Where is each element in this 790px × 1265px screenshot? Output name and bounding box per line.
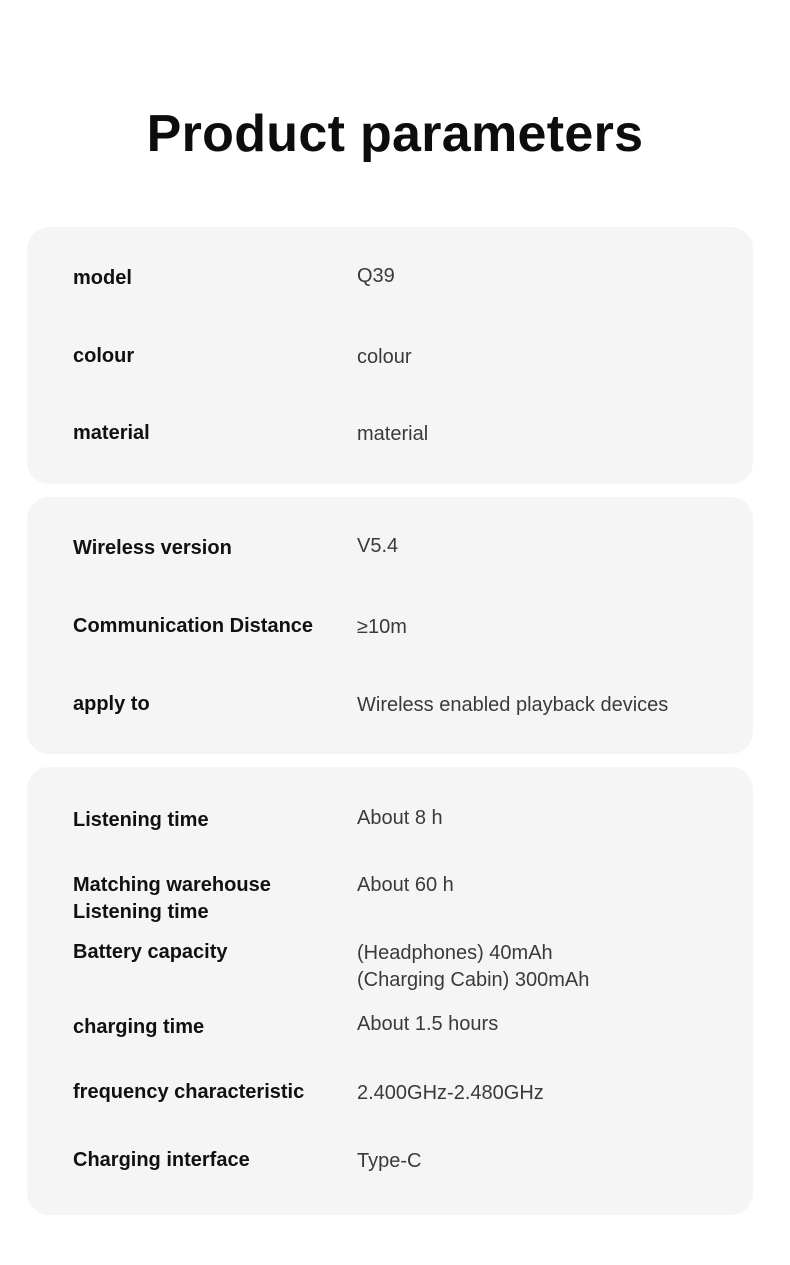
param-value: ≥10m [357,616,407,638]
params-card-battery [27,767,753,1215]
param-label: charging time [73,1016,205,1038]
param-value: colour [357,346,412,368]
param-label: frequency characteristic [73,1081,305,1103]
param-label: Communication Distance [73,615,314,637]
page-title: Product parameters [146,105,644,163]
param-value: Q39 [357,265,395,287]
param-label: material [73,422,150,444]
param-label: Charging interface [73,1149,250,1171]
param-value: Type-C [357,1150,422,1172]
param-label: Matching warehouse Listening time [73,874,271,923]
param-value: Wireless enabled playback devices [357,694,669,716]
param-label: colour [73,345,135,367]
params-card-wireless [27,497,753,754]
param-label: Wireless version [73,537,232,559]
param-value: 2.400GHz-2.480GHz [357,1082,544,1104]
params-card-basic [27,227,753,484]
param-label: apply to [73,693,150,715]
param-label: Battery capacity [73,941,228,963]
param-value: About 8 h [357,807,443,829]
param-value: (Headphones) 40mAh (Charging Cabin) 300mAh [357,942,590,991]
param-label: model [73,267,132,289]
param-value: material [357,423,429,445]
param-label: Listening time [73,809,209,831]
param-value: About 1.5 hours [357,1013,499,1035]
param-value: V5.4 [357,535,399,557]
param-value: About 60 h [357,874,454,896]
